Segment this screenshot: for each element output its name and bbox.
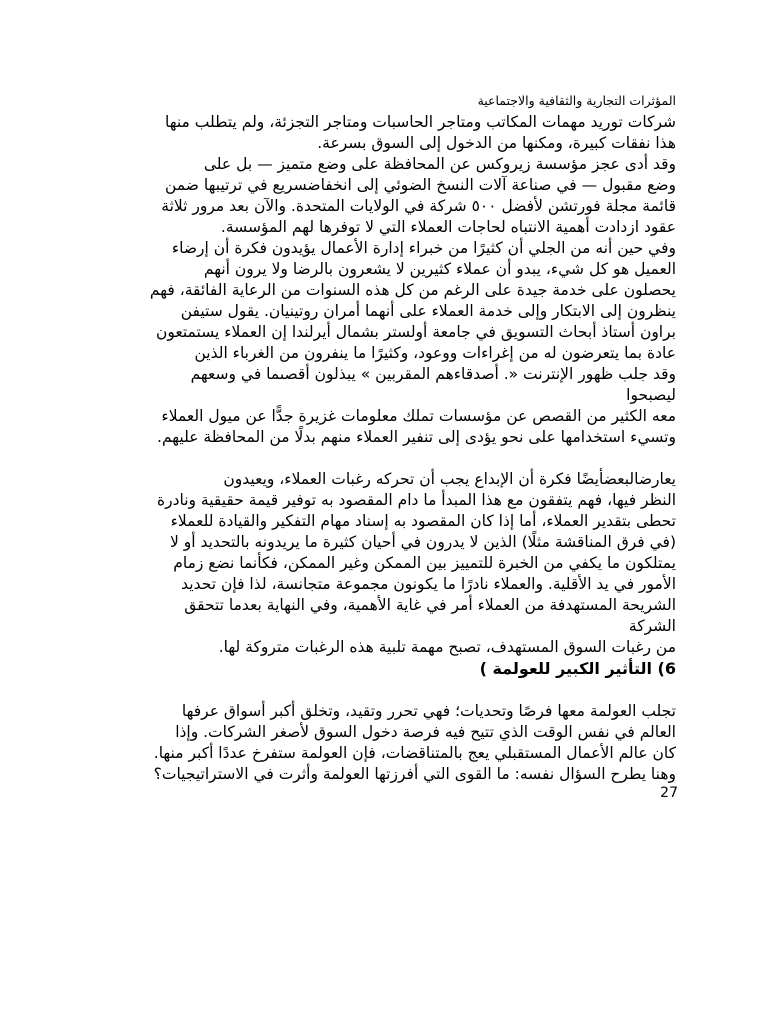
- text-line: وقد جلب ظهور الإنترنت «. أصدقاءهم المقربين » يبذلون أقصىما في وسعهم: [190, 365, 676, 383]
- text-line: الشريحة المستهدفة من العملاء أمر في غاية الأهمية، وفي النهاية بعدما تتحقق: [184, 596, 676, 614]
- running-header: المؤثرات التجارية والثقافية والاجتماعية: [477, 93, 676, 108]
- text-line: الأمور في يد الأقلية. والعملاء نادرًا ما يكونون مجموعة متجانسة، لذا فإن تحديد: [181, 575, 676, 593]
- text-line: ينظرون إلى الابتكار وإلى خدمة العملاء على أنهما أمران روتينيان. يقول ستيفن: [180, 302, 676, 320]
- text-line: العالم في نفس الوقت الذي تتيح فيه فرصة دخول السوق لأصغر الشركات. وإذا: [175, 723, 676, 741]
- text-line: معه الكثير من القصص عن مؤسسات تملك معلومات غزيرة جدًّا عن ميول العملاء: [161, 407, 676, 425]
- text-line: وتسيء استخدامها على نحو يؤدى إلى تنفير العملاء منهم بدلًا من المحافظة عليهم.: [157, 428, 676, 446]
- text-line: العميل هو كل شيء، يبدو أن عملاء كثيرين لا يشعرون بالرضا ولا يرون أنهم: [203, 260, 676, 278]
- text-line: يمتلكون ما يكفي من الخبرة للتمييز بين الممكن وغير الممكن، فكأنما نضع زمام: [173, 554, 676, 572]
- text-line: يعارضالبعضأيضًا فكرة أن الإبداع يجب أن تحركه رغبات العملاء، ويعيدون: [223, 470, 676, 488]
- text-line: براون أستاذ أبحاث التسويق في جامعة أولستر بشمال أيرلندا إن العملاء يستمتعون: [156, 323, 676, 341]
- text-line: وقد أدى عجز مؤسسة زيروكس عن المحافظة على وضع متميز — بل على: [203, 155, 676, 173]
- text-line: تجلب العولمة معها فرصًا وتحديات؛ فهي تحرر وتقيد، وتخلق أكبر أسواق عرفها: [181, 702, 676, 720]
- section-heading: 6) التأثير الكبير للعولمة ): [479, 659, 676, 678]
- text-line: عقود ازدادت أهمية الانتباه لحاجات العملاء التي لا توفرها لهم المؤسسة.: [220, 218, 676, 236]
- text-line: يحصلون على خدمة جيدة على الرغم من كل هذه السنوات من الرعاية الفائقة، فهم: [149, 281, 676, 299]
- text-line: شركات توريد مهمات المكاتب ومتاجر الحاسبات ومتاجر التجزئة، ولم يتطلب منها: [165, 113, 676, 131]
- text-line: وهنا يطرح السؤال نفسه: ما القوى التي أفرزتها العولمة وأثرت في الاستراتيجيات؟: [153, 765, 676, 783]
- text-line: (في فرق المناقشة مثلًا) الذين لا يدرون في أحيان كثيرة ما يريدونه بالتحديد أو لا: [170, 533, 676, 551]
- text-line: قائمة مجلة فورتشن لأفضل ٥٠٠ شركة في الولايات المتحدة. والآن بعد مرور ثلاثة: [161, 197, 676, 215]
- text-line: وضع مقبول — في صناعة آلات النسخ الضوئي إلى انخفاضسريع في ترتيبها ضمن: [165, 176, 676, 194]
- text-line: تحطى بتقدير العملاء، أما إذا كان المقصود به إسناد مهام التفكير والقيادة للعملاء: [170, 512, 676, 530]
- text-line: هذا نفقات كبيرة، ومكنها من الدخول إلى السوق بسرعة.: [317, 134, 676, 152]
- text-line: عادة بما يتعرضون له من إغراءات ووعود، وكثيرًا ما ينفرون من الغرباء الذين: [194, 344, 676, 362]
- text-line: من رغبات السوق المستهدف، تصبح مهمة تلبية هذه الرغبات متروكة لها.: [218, 638, 676, 656]
- text-line: ليصبحوا: [626, 386, 676, 404]
- page-number: 27: [660, 785, 678, 801]
- text-line: الشركة: [628, 617, 676, 635]
- text-line: النظر فيها، فهم يتفقون مع هذا المبدأ ما دام المقصود به توفير قيمة حقيقية ونادرة: [156, 491, 676, 509]
- text-line: وفي حين أنه من الجلي أن كثيرًا من خبراء إدارة الأعمال يؤيدون فكرة أن إرضاء: [171, 239, 676, 257]
- text-line: كان عالم الأعمال المستقبلي يعج بالمتناقضات، فإن العولمة ستفرخ عددًا أكبر منها.: [153, 744, 676, 762]
